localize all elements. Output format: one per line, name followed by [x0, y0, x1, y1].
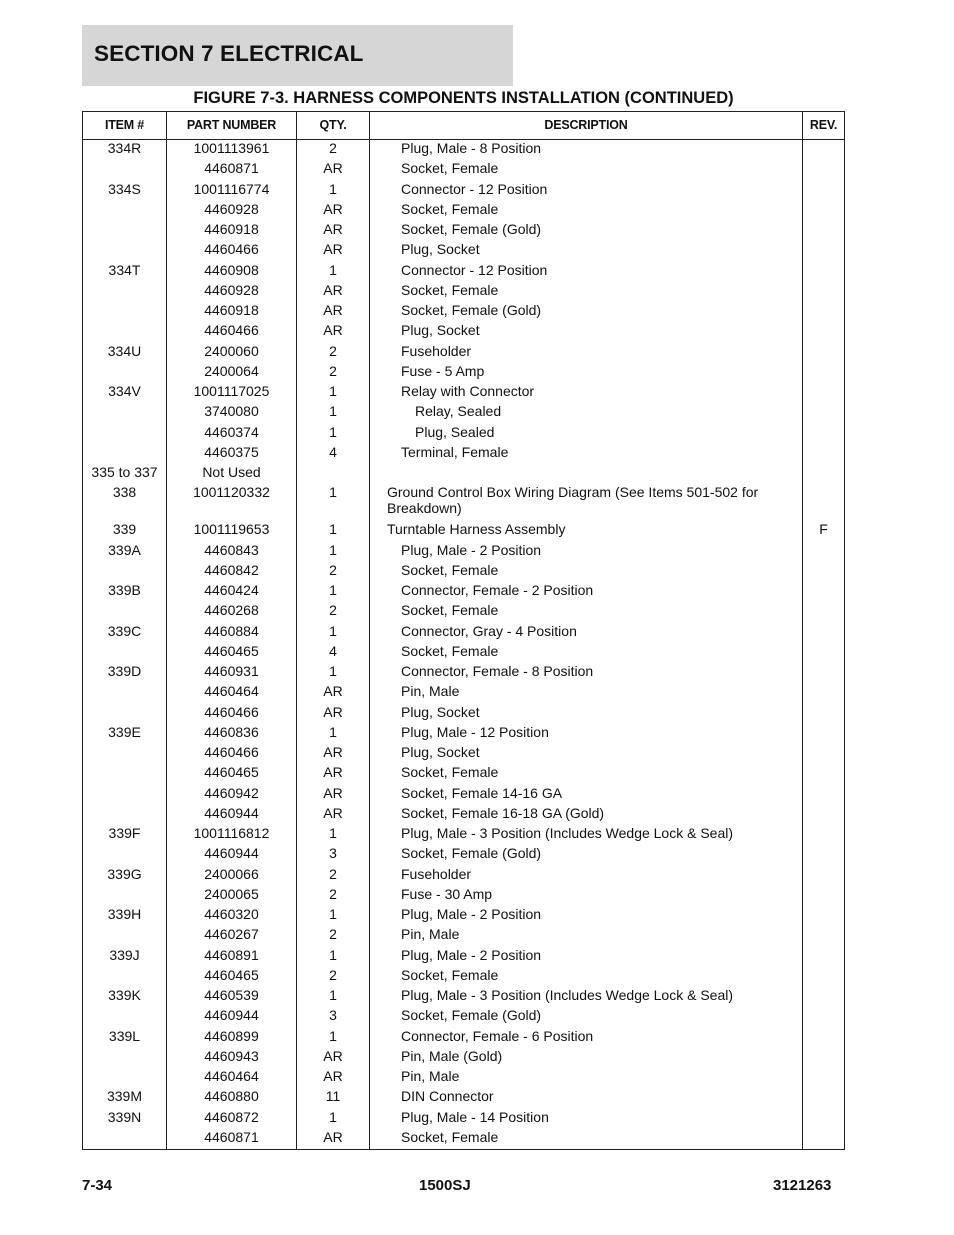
table-row — [83, 886, 844, 906]
part-number-cell: 4460928 — [204, 200, 259, 217]
table-row — [83, 926, 844, 946]
part-number-cell: 4460267 — [204, 926, 259, 943]
part-number-cell: 1001116774 — [193, 180, 270, 197]
item-cell: 339G — [107, 865, 142, 882]
description-cell: Socket, Female 14-16 GA — [401, 784, 563, 801]
qty-cell: AR — [323, 241, 343, 258]
table-row — [83, 562, 844, 582]
description-cell: Socket, Female — [401, 200, 499, 217]
description-cell: Plug, Socket — [401, 744, 480, 760]
item-cell: 334V — [108, 383, 141, 399]
table-row — [83, 602, 844, 622]
qty-cell: 1 — [329, 521, 337, 538]
table-row — [83, 1109, 844, 1129]
description-cell: Connector, Gray - 4 Position — [401, 622, 577, 639]
table-row — [83, 181, 844, 201]
part-number-cell: 4460374 — [204, 423, 259, 440]
description-cell: Fuse - 30 Amp — [401, 885, 493, 902]
footer-page-number: 7-34 — [82, 1177, 113, 1194]
description-cell: Turntable Harness Assembly — [387, 521, 566, 538]
description-cell: Plug, Sealed — [415, 423, 495, 440]
qty-cell: AR — [323, 764, 343, 781]
part-number-cell: 4460943 — [204, 1047, 259, 1064]
section-title: SECTION 7 ELECTRICAL — [94, 41, 364, 66]
qty-cell: AR — [323, 322, 343, 339]
qty-cell: AR — [323, 221, 343, 237]
table-row — [83, 1007, 844, 1027]
table-row — [83, 724, 844, 744]
part-number-cell: 2400060 — [204, 342, 259, 359]
qty-cell: AR — [323, 703, 343, 720]
description-cell: Socket, Female — [401, 602, 499, 619]
description-cell: Connector, Female - 8 Position — [401, 663, 594, 679]
table-row — [83, 866, 844, 886]
item-cell: 338 — [112, 484, 137, 501]
part-number-cell: 4460268 — [204, 602, 259, 619]
description-cell: Fuseholder — [401, 865, 472, 882]
qty-cell: AR — [323, 281, 343, 298]
description-cell: Socket, Female — [401, 281, 499, 298]
part-number-cell: 1001113961 — [193, 140, 270, 156]
table-row — [83, 1028, 844, 1048]
part-number-cell: 1001117025 — [193, 383, 270, 399]
table-row — [83, 1129, 844, 1149]
part-number-cell: 4460466 — [204, 703, 259, 720]
part-number-cell: Not Used — [202, 464, 261, 480]
description-cell: Socket, Female — [401, 1128, 499, 1145]
qty-cell: 1 — [329, 825, 337, 841]
qty-cell: AR — [323, 302, 343, 318]
header-rev: REV. — [809, 118, 838, 132]
item-cell: 334T — [108, 261, 141, 278]
description-cell: Plug, Male - 2 Position — [401, 906, 542, 922]
qty-cell: 1 — [329, 403, 337, 420]
description-cell: Plug, Male - 2 Position — [401, 541, 542, 558]
description-cell: Relay with Connector — [401, 383, 535, 399]
part-number-cell: 4460464 — [204, 1068, 259, 1084]
qty-cell: AR — [323, 1068, 343, 1084]
qty-cell: 2 — [329, 865, 337, 882]
header-description: DESCRIPTION — [544, 118, 628, 132]
part-number-cell: 4460842 — [204, 561, 259, 578]
table-row — [83, 424, 844, 444]
item-cell: 339 — [112, 521, 137, 538]
table-row — [83, 160, 844, 180]
part-number-cell: 4460872 — [204, 1108, 259, 1125]
description-cell: Socket, Female (Gold) — [401, 302, 542, 318]
item-cell: 339D — [107, 663, 142, 679]
part-number-cell: 4460928 — [204, 281, 259, 298]
part-number-cell: 4460918 — [204, 221, 259, 237]
description-cell: Plug, Male - 8 Position — [401, 140, 542, 156]
part-number-cell: 4460899 — [204, 1027, 259, 1044]
table-row — [83, 663, 844, 683]
table-row — [83, 1048, 844, 1068]
table-row — [83, 1068, 844, 1088]
table-row — [83, 302, 844, 322]
part-number-cell: 4460944 — [204, 1007, 259, 1024]
table-row — [83, 643, 844, 663]
qty-cell: 2 — [329, 362, 337, 379]
qty-cell: AR — [323, 200, 343, 217]
part-number-cell: 4460464 — [204, 683, 259, 700]
part-number-cell: 4460942 — [204, 784, 259, 801]
qty-cell: 1 — [329, 1027, 337, 1044]
table-row — [83, 241, 844, 261]
table-row — [83, 683, 844, 703]
part-number-cell: 4460843 — [204, 541, 259, 558]
item-cell: 339F — [108, 825, 141, 841]
description-cell: Socket, Female — [401, 561, 499, 578]
qty-cell: 1 — [329, 622, 337, 639]
item-cell: 334R — [107, 140, 142, 156]
qty-cell: 2 — [329, 140, 337, 156]
qty-cell: AR — [323, 1047, 343, 1064]
description-cell: Socket, Female — [401, 642, 499, 659]
table-row — [83, 484, 844, 521]
table-row — [83, 140, 844, 160]
part-number-cell: 4460871 — [204, 160, 259, 177]
part-number-cell: 4460465 — [204, 966, 259, 983]
part-number-cell: 2400065 — [204, 885, 259, 902]
description-cell: Pin, Male — [401, 1068, 460, 1084]
table-row — [83, 582, 844, 602]
table-row — [83, 947, 844, 967]
item-cell: 334U — [107, 342, 142, 359]
qty-cell: 1 — [329, 1108, 337, 1125]
description-cell: Pin, Male — [401, 926, 460, 943]
description-cell: DIN Connector — [401, 1088, 494, 1105]
qty-cell: 1 — [329, 723, 337, 740]
part-number-cell: 4460466 — [204, 744, 259, 760]
item-cell: 339H — [107, 906, 142, 922]
description-cell: Socket, Female (Gold) — [401, 1007, 542, 1024]
item-cell: 339M — [106, 1088, 143, 1105]
description-cell: Pin, Male (Gold) — [401, 1047, 503, 1064]
part-number-cell: 4460944 — [204, 845, 259, 862]
qty-cell: 3 — [329, 845, 337, 862]
table-row — [83, 825, 844, 845]
qty-cell: 1 — [329, 987, 337, 1003]
part-number-cell: 4460944 — [204, 804, 259, 821]
description-cell: Plug, Male - 2 Position — [401, 946, 542, 963]
table-row — [83, 1088, 844, 1108]
qty-cell: 1 — [329, 180, 337, 197]
item-cell: 339J — [109, 946, 140, 963]
table-row — [83, 542, 844, 562]
qty-cell: 1 — [329, 582, 337, 598]
part-number-cell: 4460884 — [204, 622, 259, 639]
description-cell: Connector - 12 Position — [401, 261, 548, 278]
qty-cell: 2 — [329, 561, 337, 578]
description-cell: Socket, Female (Gold) — [401, 221, 542, 237]
description-cell: Pin, Male — [401, 683, 460, 700]
table-row — [83, 464, 844, 484]
qty-cell: AR — [323, 1128, 343, 1145]
description-cell: Socket, Female — [401, 764, 499, 781]
part-number-cell: 3740080 — [204, 403, 259, 420]
qty-cell: 3 — [329, 1007, 337, 1024]
part-number-cell: 2400064 — [204, 362, 259, 379]
table-row — [83, 403, 844, 423]
table-row — [83, 967, 844, 987]
description-cell: Plug, Socket — [401, 241, 480, 258]
qty-cell: AR — [323, 744, 343, 760]
table-row — [83, 906, 844, 926]
qty-cell: 1 — [329, 663, 337, 679]
description-cell: Connector - 12 Position — [401, 180, 548, 197]
part-number-cell: 4460931 — [204, 663, 259, 679]
table-body — [83, 140, 844, 1149]
table-row — [83, 704, 844, 724]
description-cell: Plug, Socket — [401, 703, 480, 720]
qty-cell: 1 — [329, 423, 337, 440]
table-row — [83, 521, 844, 541]
description-cell: Plug, Male - 14 Position — [401, 1108, 549, 1125]
footer-model: 1500SJ — [419, 1177, 471, 1194]
rev-cell: F — [819, 521, 828, 538]
description-cell: Fuseholder — [401, 342, 472, 359]
description-cell: Relay, Sealed — [415, 403, 502, 420]
table-header — [83, 112, 844, 140]
table-row — [83, 363, 844, 383]
qty-cell: 4 — [329, 443, 337, 460]
part-number-cell: 4460466 — [204, 241, 259, 258]
part-number-cell: 4460918 — [204, 302, 259, 318]
item-cell: 339C — [107, 622, 142, 639]
part-number-cell: 1001116812 — [193, 825, 270, 841]
table-row — [83, 987, 844, 1007]
part-number-cell: 2400066 — [204, 865, 259, 882]
table-row — [83, 343, 844, 363]
description-cell: Connector, Female - 6 Position — [401, 1027, 594, 1044]
item-cell: 339E — [108, 723, 141, 740]
qty-cell: 1 — [329, 946, 337, 963]
qty-cell: AR — [323, 784, 343, 801]
part-number-cell: 4460465 — [204, 764, 259, 781]
item-cell: 334S — [108, 180, 141, 197]
table-row — [83, 383, 844, 403]
table-row — [83, 282, 844, 302]
description-cell: Plug, Male - 3 Position (Includes Wedge Lock & Seal) — [401, 825, 734, 841]
description-cell: Socket, Female — [401, 966, 499, 983]
description-cell: Terminal, Female — [401, 443, 509, 460]
table-row — [83, 744, 844, 764]
qty-cell: 1 — [329, 906, 337, 922]
qty-cell: 1 — [329, 541, 337, 558]
header-qty: QTY. — [319, 118, 347, 132]
part-number-cell: 4460908 — [204, 261, 259, 278]
figure-title: FIGURE 7-3. HARNESS COMPONENTS INSTALLATION (CONTINUED) — [193, 89, 734, 107]
table-row — [83, 262, 844, 282]
footer-manual-number: 3121263 — [773, 1177, 832, 1194]
part-number-cell: 4460836 — [204, 723, 259, 740]
qty-cell: 2 — [329, 342, 337, 359]
description-cell: Plug, Male - 12 Position — [401, 723, 549, 740]
part-number-cell: 4460465 — [204, 642, 259, 659]
table-row — [83, 322, 844, 342]
description-cell: Socket, Female — [401, 160, 499, 177]
qty-cell: 2 — [329, 966, 337, 983]
qty-cell: 2 — [329, 602, 337, 619]
item-cell: 339B — [108, 582, 141, 598]
description-cell: Connector, Female - 2 Position — [401, 582, 594, 598]
part-number-cell: 4460539 — [204, 987, 259, 1003]
qty-cell: 2 — [329, 885, 337, 902]
item-cell: 339L — [108, 1027, 141, 1044]
table-row — [83, 201, 844, 221]
part-number-cell: 1001119653 — [193, 521, 270, 538]
description-cell: Fuse - 5 Amp — [401, 362, 485, 379]
part-number-cell: 4460375 — [204, 443, 259, 460]
part-number-cell: 4460466 — [204, 322, 259, 339]
table-row — [83, 764, 844, 784]
qty-cell: 11 — [325, 1088, 341, 1105]
parts-table — [82, 111, 845, 1150]
description-cell: Plug, Socket — [401, 322, 480, 339]
table-row — [83, 444, 844, 464]
qty-cell: AR — [323, 804, 343, 821]
qty-cell: 4 — [329, 642, 337, 659]
description-cell: Socket, Female (Gold) — [401, 845, 542, 862]
description-cell: Socket, Female 16-18 GA (Gold) — [401, 804, 605, 821]
description-cell: Ground Control Box Wiring Diagram (See Items 501-502 for Breakdown) — [387, 484, 759, 517]
description-cell: Plug, Male - 3 Position (Includes Wedge Lock & Seal) — [401, 987, 734, 1003]
part-number-cell: 4460424 — [204, 582, 259, 598]
qty-cell: AR — [323, 160, 343, 177]
item-cell: 339A — [108, 541, 141, 558]
table-row — [83, 805, 844, 825]
item-cell: 335 to 337 — [91, 464, 158, 480]
header-part-number: PART NUMBER — [186, 118, 277, 132]
table-row — [83, 623, 844, 643]
part-number-cell: 4460891 — [204, 946, 259, 963]
item-cell: 339K — [108, 987, 141, 1003]
table-row — [83, 785, 844, 805]
item-cell: 339N — [107, 1108, 142, 1125]
qty-cell: 1 — [329, 383, 337, 399]
qty-cell: 1 — [329, 484, 337, 501]
part-number-cell: 4460880 — [204, 1088, 259, 1105]
table-row — [83, 845, 844, 865]
qty-cell: 2 — [329, 926, 337, 943]
header-item: ITEM # — [104, 118, 145, 132]
part-number-cell: 1001120332 — [193, 484, 270, 501]
qty-cell: 1 — [329, 261, 337, 278]
qty-cell: AR — [323, 683, 343, 700]
part-number-cell: 4460871 — [204, 1128, 259, 1145]
part-number-cell: 4460320 — [204, 906, 259, 922]
table-row — [83, 221, 844, 241]
